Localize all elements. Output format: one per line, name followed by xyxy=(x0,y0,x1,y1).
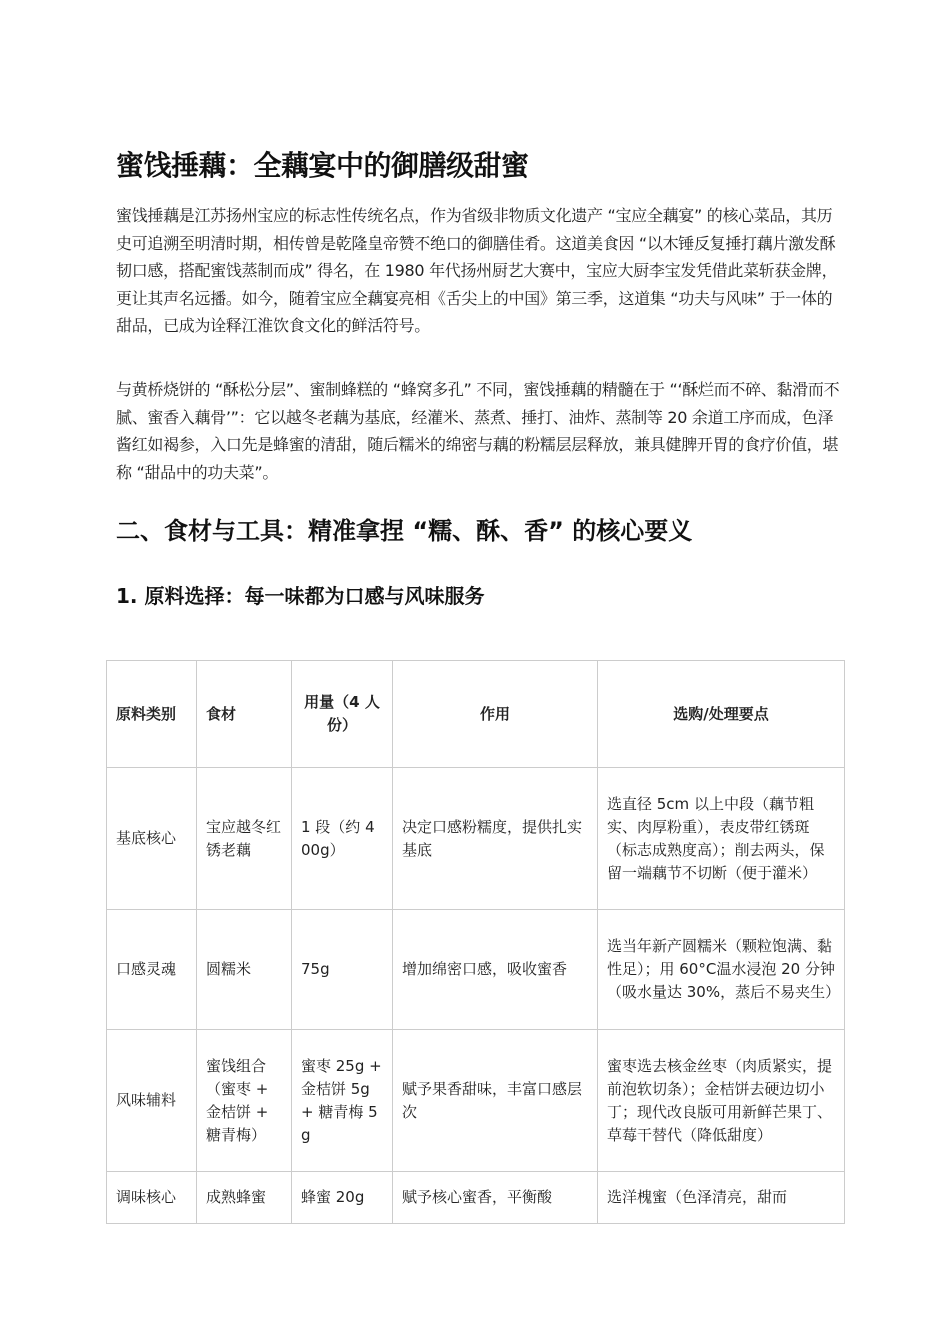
cell-category: 基底核心 xyxy=(107,768,197,910)
cell-tips: 蜜枣选去核金丝枣（肉质紧实，提前泡软切条）；金桔饼去硬边切小丁；现代改良版可用新鲜芒果丁、草莓干替代（降低甜度） xyxy=(598,1030,845,1172)
header-tips: 选购/处理要点 xyxy=(598,661,845,768)
table-row xyxy=(107,910,845,1030)
header-ingredient: 食材 xyxy=(197,661,292,768)
ingredients-table xyxy=(106,660,845,1224)
table-row xyxy=(107,1172,845,1224)
table-row xyxy=(107,1030,845,1172)
cell-amount: 蜜枣 25g + 金桔饼 5g + 糖青梅 5g xyxy=(292,1030,393,1172)
cell-function: 增加绵密口感，吸收蜜香 xyxy=(393,910,598,1030)
cell-ingredient: 圆糯米 xyxy=(197,910,292,1030)
header-function: 作用 xyxy=(393,661,598,768)
table-row xyxy=(107,768,845,910)
cell-category: 口感灵魂 xyxy=(107,910,197,1030)
header-category: 原料类别 xyxy=(107,661,197,768)
cell-tips: 选洋槐蜜（色泽清亮，甜而 xyxy=(598,1172,845,1224)
cell-category: 调味核心 xyxy=(107,1172,197,1224)
cell-ingredient: 蜜饯组合（蜜枣 + 金桔饼 + 糖青梅） xyxy=(197,1030,292,1172)
article-title: 蜜饯捶藕：全藕宴中的御膳级甜蜜 xyxy=(116,149,529,182)
cell-amount: 75g xyxy=(292,910,393,1030)
subsection-title: 1. 原料选择：每一味都为口感与风味服务 xyxy=(116,584,485,608)
intro-paragraph-1: 蜜饯捶藕是江苏扬州宝应的标志性传统名点，作为省级非物质文化遗产 “宝应全藕宴” 的核心菜品，其历史可追溯至明清时期，相传曾是乾隆皇帝赞不绝口的御膳佳肴。这道美食因 “以木锤反复捶打藕片激发酥韧口感，搭配蜜饯蒸制而成” 得名，在 1980 年代扬州厨艺大赛中，宝应大厨李宝发凭借此菜斩获金牌，更让其声名远播。如今，随着宝应全藕宴亮相《舌尖上的中国》第三季，这道集 “功夫与风味” 于一体的甜品，已成为诠释江淮饮食文化的鲜活符号。 xyxy=(116,206,838,336)
cell-category: 风味辅料 xyxy=(107,1030,197,1172)
cell-amount: 蜂蜜 20g xyxy=(292,1172,393,1224)
cell-amount: 1 段（约 400g） xyxy=(292,768,393,910)
cell-ingredient: 宝应越冬红锈老藕 xyxy=(197,768,292,910)
intro-paragraph-2: 与黄桥烧饼的 “酥松分层”、蜜制蜂糕的 “蜂窝多孔” 不同，蜜饯捶藕的精髓在于 “‘酥烂而不碎、黏滑而不腻、蜜香入藕骨’”：它以越冬老藕为基底，经灌米、蒸煮、捶打、油炸、蒸制等 20 余道工序而成，色泽酱红如褐参，入口先是蜂蜜的清甜，随后糯米的绵密与藕的粉糯层层释放，兼具健脾开胃的食疗价值，堪称 “甜品中的功夫菜”。 xyxy=(116,380,840,482)
cell-function: 赋予核心蜜香，平衡酸 xyxy=(393,1172,598,1224)
cell-tips: 选直径 5cm 以上中段（藕节粗实、肉厚粉重），表皮带红锈斑（标志成熟度高）；削去两头，保留一端藕节不切断（便于灌米） xyxy=(598,768,845,910)
header-amount: 用量（4 人份） xyxy=(292,661,393,768)
cell-function: 赋予果香甜味，丰富口感层次 xyxy=(393,1030,598,1172)
cell-ingredient: 成熟蜂蜜 xyxy=(197,1172,292,1224)
cell-function: 决定口感粉糯度，提供扎实基底 xyxy=(393,768,598,910)
cell-tips: 选当年新产圆糯米（颗粒饱满、黏性足）；用 60°C温水浸泡 20 分钟（吸水量达 30%，蒸后不易夹生） xyxy=(598,910,845,1030)
table-header-row xyxy=(107,661,845,768)
section-title: 二、食材与工具：精准拿捏 “糯、酥、香” 的核心要义 xyxy=(116,517,693,545)
